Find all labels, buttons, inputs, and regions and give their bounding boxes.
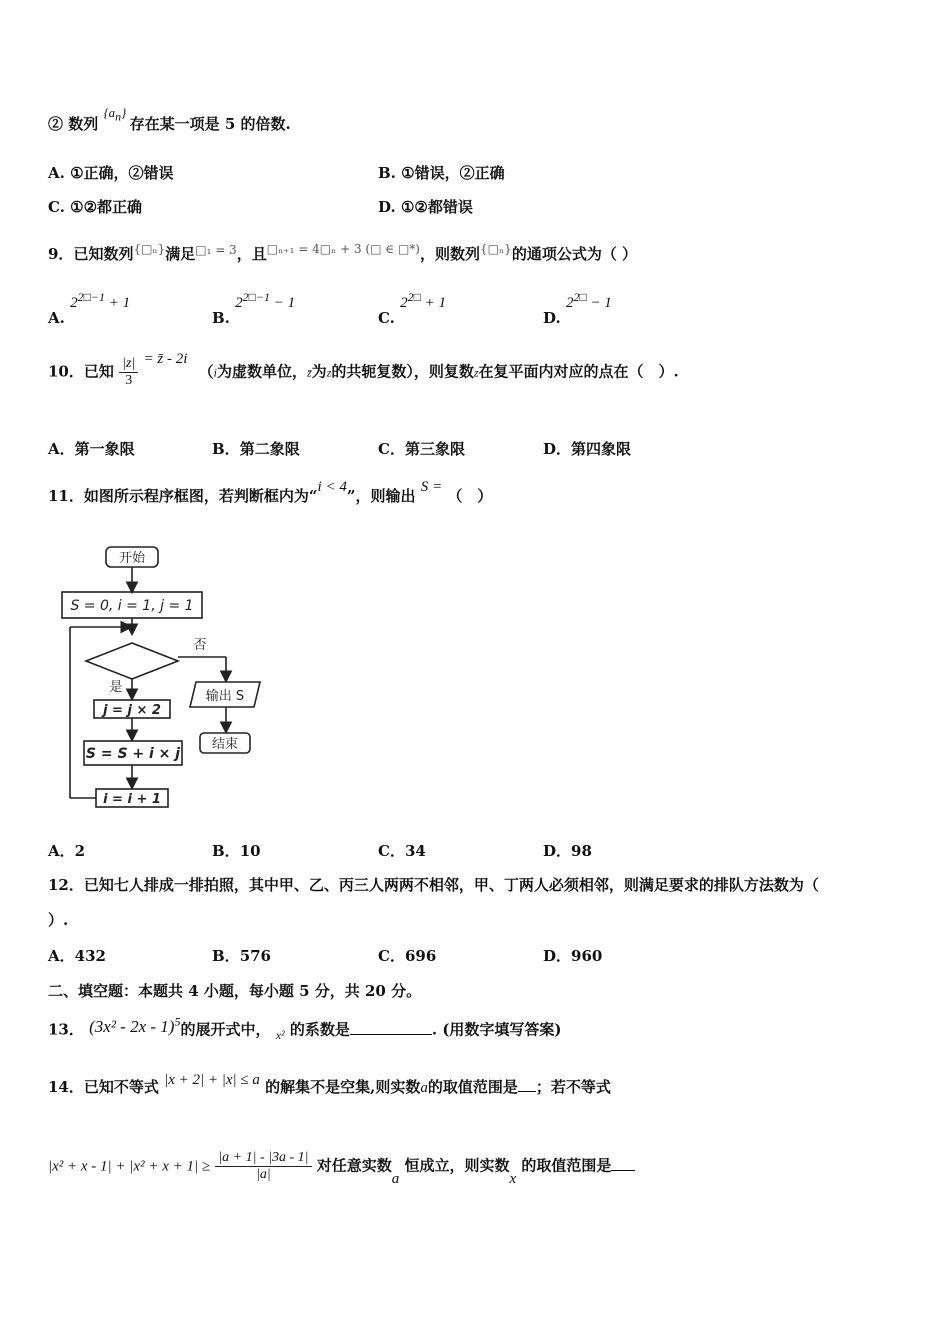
q8-sequence: $\{a_n\}$ xyxy=(103,105,127,124)
q14-fraction: $\frac{|a + 1| - |3a - 1|}{|a|}$ xyxy=(215,1150,311,1183)
q8-option-a: A. ①正确，②错误 xyxy=(48,164,174,182)
q8-option-b: B. ①错误，②正确 xyxy=(378,164,505,182)
flow-yes-label: 是 xyxy=(109,680,123,695)
flowchart xyxy=(50,535,280,815)
flow-decision-diamond xyxy=(86,643,178,679)
flow-step1-label: j = j × 2 xyxy=(103,703,161,718)
q10-option-c: C．第三象限 xyxy=(378,440,465,458)
q9-stem: 9．已知数列$^{\{□_n\}}$满足$^{□_1 = 3}$，且$^{□_{n+1} = 4□_n + 3 (□ \in □*)}$，则数列$^{\{□_n\}}$的通项公式为（ ） xyxy=(48,242,638,263)
q10-equation: = z̄ - 2i xyxy=(143,350,188,367)
flow-step2-label: S = S + i × j xyxy=(85,746,181,762)
q9-sequence: {□ₙ} xyxy=(133,242,166,256)
q10-option-a: A．第一象限 xyxy=(48,440,135,458)
q8-item2-prefix: ② 数列 xyxy=(48,115,99,133)
q14-stem-line2: |x² + x - 1| + |x² + x + 1| ≥ $\frac{|a + 1| - |3a - 1|}{|a|}$ 对任意实数a 恒成立，则实数x 的取值范围是 xyxy=(48,1150,635,1183)
q10-option-b: B．第二象限 xyxy=(212,440,300,458)
q11-output-s: S = xyxy=(420,479,443,495)
q11-option-c: C．34 xyxy=(378,842,426,860)
flow-output-label: 输出 S xyxy=(205,689,245,704)
q12-stem-line2: ）. xyxy=(48,911,69,929)
q12-option-a: A．432 xyxy=(48,947,106,965)
q11-stem: 11．如图所示程序框图，若判断框内为“i < 4”，则输出 S = （ ） xyxy=(48,479,493,505)
q12-option-d: D．960 xyxy=(543,947,603,965)
q13-expression: (3x² - 2x - 1)$^5$ xyxy=(89,1014,181,1036)
q12-option-c: C．696 xyxy=(378,947,437,965)
q10-option-d: D．第四象限 xyxy=(543,440,632,458)
flow-end-label: 结束 xyxy=(211,737,239,752)
q13-stem: 13． (3x² - 2x - 1)$^5$的展开式中， $_{x^2}$ 的系数是 . (用数字填写答案) xyxy=(48,1014,562,1042)
q11-option-a: A．2 xyxy=(48,842,86,860)
section-2-heading: 二、填空题：本题共 4 小题，每小题 5 分，共 20 分。 xyxy=(48,982,422,1000)
q9-option-a: A. $2^{2□-1} + 1$ xyxy=(48,290,131,327)
q14-answer-blank-2 xyxy=(611,1170,635,1171)
q14-inequality-1: |x + 2| + |x| ≤ a xyxy=(164,1072,260,1088)
q11-option-d: D．98 xyxy=(543,842,592,860)
q14-stem-line1: 14．已知不等式 |x + 2| + |x| ≤ a 的解集不是空集,则实数a的取值范围是 ；若不等式 xyxy=(48,1072,611,1096)
q14-lhs: |x² + x - 1| + |x² + x + 1| ≥ xyxy=(48,1158,211,1175)
q13-x2: x² xyxy=(275,1027,285,1042)
q11-condition: i < 4 xyxy=(317,479,347,495)
q8-option-c: C. ①②都正确 xyxy=(48,198,143,216)
flow-step3-label: i = i + 1 xyxy=(103,792,161,807)
q14-answer-blank-1 xyxy=(518,1091,536,1092)
q9-condition-2: □ₙ₊₁ = 4□ₙ + 3 (□ ∈ □*) xyxy=(266,242,420,256)
q12-stem-line1: 12．已知七人排成一排拍照，其中甲、乙、丙三人两两不相邻，甲、丁两人必须相邻，则满足要求的排队方法数为（ xyxy=(48,876,819,894)
q9-option-c: C. $2^{2□} + 1$ xyxy=(378,290,447,327)
q10-fraction: $\frac{|z|}{3}$ xyxy=(119,356,138,389)
q13-answer-blank xyxy=(350,1034,432,1035)
flow-start-label: 开始 xyxy=(118,551,146,566)
q12-option-b: B．576 xyxy=(212,947,271,965)
q11-option-b: B．10 xyxy=(212,842,261,860)
q9-option-d: D. $2^{2□} - 1$ xyxy=(543,290,612,327)
q8-item2-suffix: 存在某一项是 5 的倍数. xyxy=(129,115,291,133)
q9-condition-1: □₁ = 3 xyxy=(195,243,237,257)
q9-option-b: B. $2^{2□-1} - 1$ xyxy=(212,290,296,327)
flow-init-label: S = 0, i = 1, j = 1 xyxy=(70,598,194,614)
q10-stem: 10．已知 $\frac{|z|}{3}$ = z̄ - 2i （i为虚数单位，z̄为z的共轭复数），则复数z在复平面内对应的点在（ ）. xyxy=(48,350,679,388)
q8-item2 xyxy=(48,105,291,137)
q8-option-d: D. ①②都错误 xyxy=(378,198,473,216)
flow-no-label: 否 xyxy=(193,638,207,653)
